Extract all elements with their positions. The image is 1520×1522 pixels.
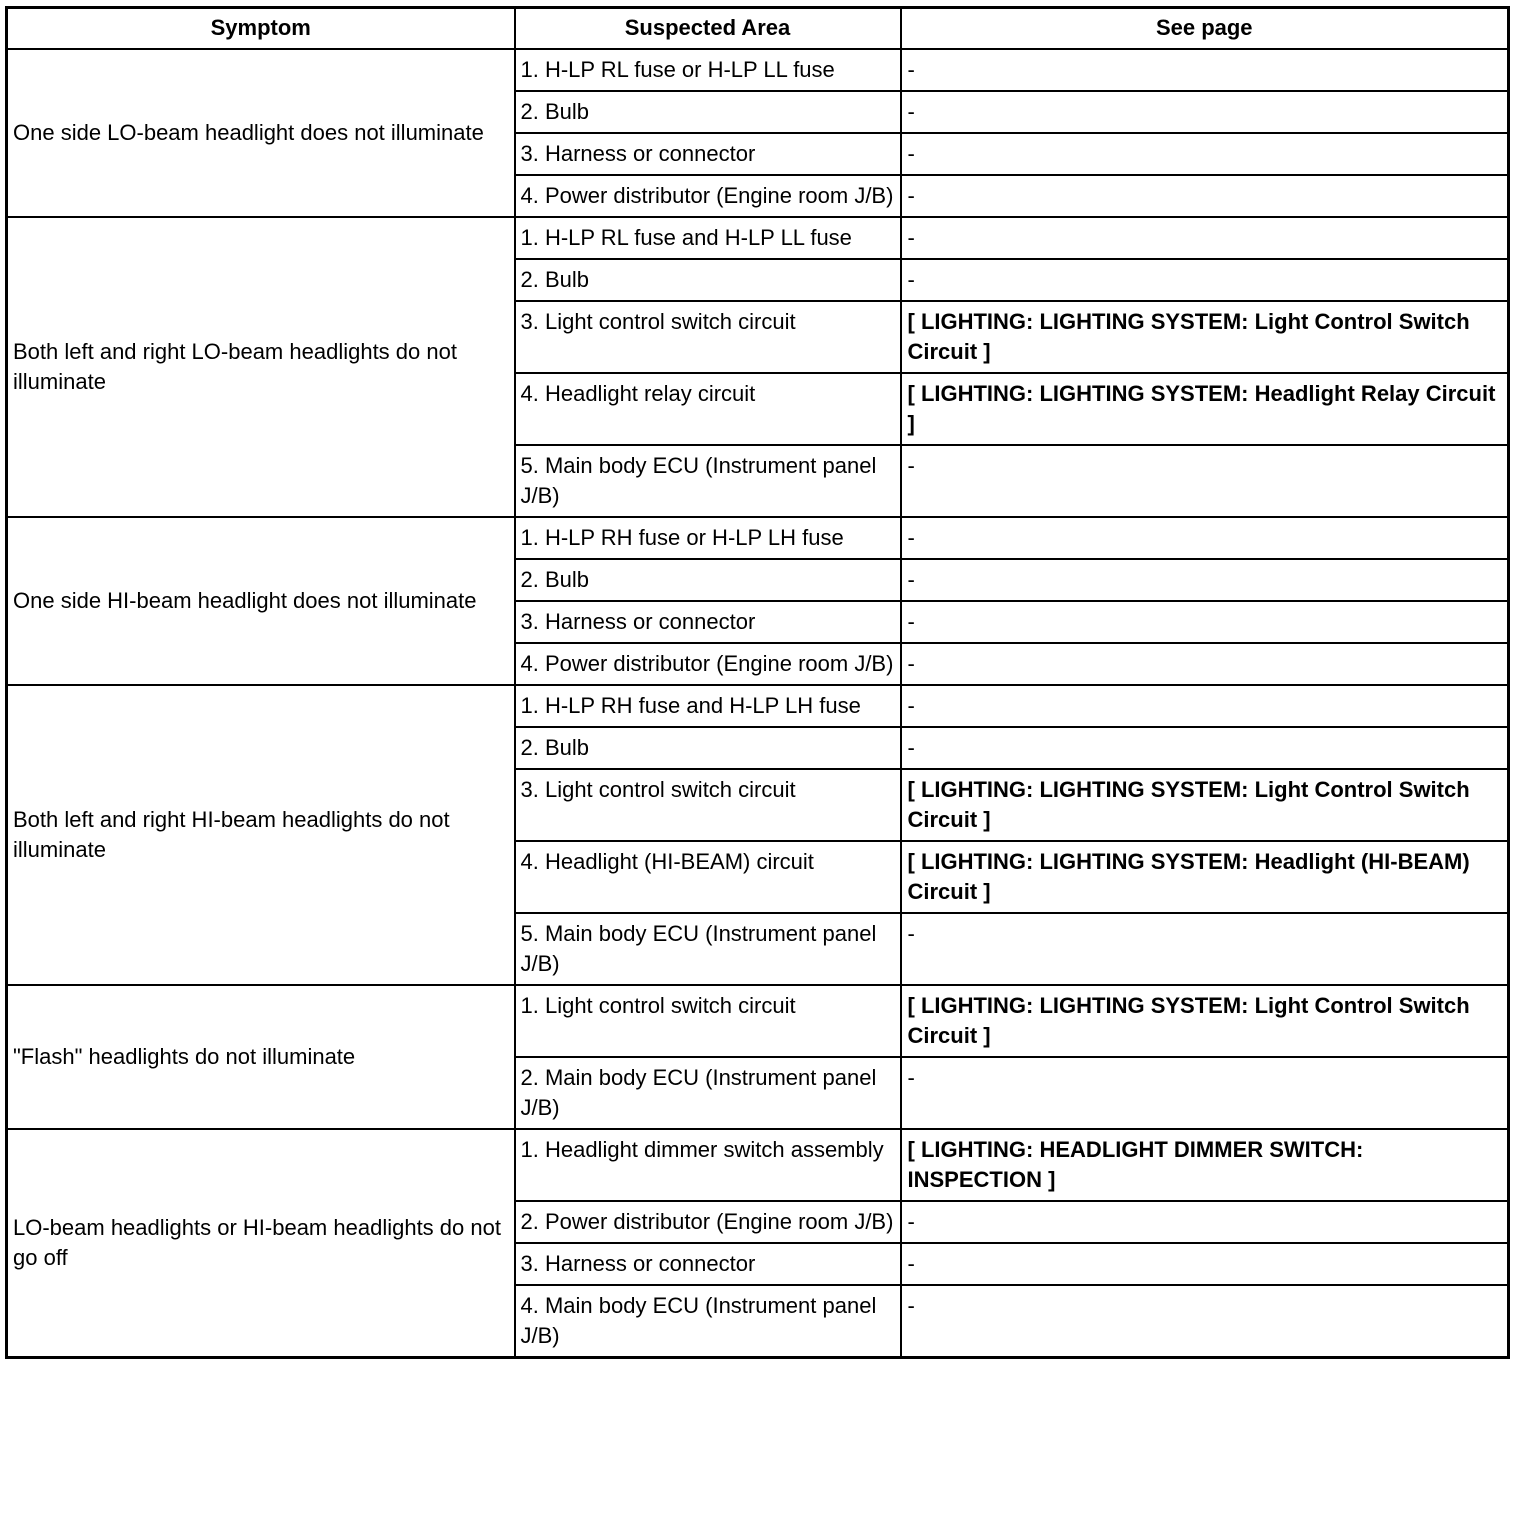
table-row [7,685,1509,727]
see-page-cell: - [901,91,1509,133]
symptom-cell: Both left and right LO-beam headlights do not illuminate [7,217,515,517]
suspected-area-cell: 2. Power distributor (Engine room J/B) [515,1201,901,1243]
suspected-area-cell: 3. Harness or connector [515,133,901,175]
header-suspected-area: Suspected Area [515,8,901,50]
see-page-link[interactable]: [ LIGHTING: LIGHTING SYSTEM: Light Control Switch Circuit ] [901,985,1509,1057]
troubleshooting-table [5,6,1510,1359]
table-row [7,1129,1509,1201]
symptom-cell: LO-beam headlights or HI-beam headlights do not go off [7,1129,515,1358]
suspected-area-cell: 2. Bulb [515,727,901,769]
see-page-link[interactable]: [ LIGHTING: LIGHTING SYSTEM: Headlight Relay Circuit ] [901,373,1509,445]
see-page-cell: - [901,727,1509,769]
suspected-area-cell: 3. Light control switch circuit [515,301,901,373]
symptom-cell: One side LO-beam headlight does not illuminate [7,49,515,217]
header-row [7,8,1509,50]
suspected-area-cell: 4. Power distributor (Engine room J/B) [515,175,901,217]
table-row [7,217,1509,259]
see-page-cell: - [901,913,1509,985]
table-body [7,49,1509,1358]
symptom-cell: Both left and right HI-beam headlights do not illuminate [7,685,515,985]
suspected-area-cell: 4. Main body ECU (Instrument panel J/B) [515,1285,901,1358]
suspected-area-cell: 3. Harness or connector [515,601,901,643]
see-page-cell: - [901,643,1509,685]
see-page-cell: - [901,1285,1509,1358]
suspected-area-cell: 3. Light control switch circuit [515,769,901,841]
see-page-cell: - [901,685,1509,727]
see-page-cell: - [901,601,1509,643]
see-page-cell: - [901,559,1509,601]
suspected-area-cell: 2. Bulb [515,259,901,301]
suspected-area-cell: 1. H-LP RH fuse and H-LP LH fuse [515,685,901,727]
see-page-cell: - [901,445,1509,517]
see-page-cell: - [901,217,1509,259]
see-page-link[interactable]: [ LIGHTING: HEADLIGHT DIMMER SWITCH: INSPECTION ] [901,1129,1509,1201]
table-row [7,985,1509,1057]
header-see-page: See page [901,8,1509,50]
symptom-cell: One side HI-beam headlight does not illuminate [7,517,515,685]
suspected-area-cell: 4. Power distributor (Engine room J/B) [515,643,901,685]
table-row [7,517,1509,559]
table-header [7,8,1509,50]
see-page-cell: - [901,259,1509,301]
suspected-area-cell: 1. Headlight dimmer switch assembly [515,1129,901,1201]
suspected-area-cell: 5. Main body ECU (Instrument panel J/B) [515,913,901,985]
suspected-area-cell: 2. Bulb [515,91,901,133]
see-page-link[interactable]: [ LIGHTING: LIGHTING SYSTEM: Headlight (HI-BEAM) Circuit ] [901,841,1509,913]
see-page-cell: - [901,175,1509,217]
suspected-area-cell: 2. Main body ECU (Instrument panel J/B) [515,1057,901,1129]
suspected-area-cell: 4. Headlight (HI-BEAM) circuit [515,841,901,913]
suspected-area-cell: 4. Headlight relay circuit [515,373,901,445]
see-page-cell: - [901,133,1509,175]
suspected-area-cell: 3. Harness or connector [515,1243,901,1285]
suspected-area-cell: 5. Main body ECU (Instrument panel J/B) [515,445,901,517]
see-page-cell: - [901,517,1509,559]
see-page-cell: - [901,1057,1509,1129]
see-page-link[interactable]: [ LIGHTING: LIGHTING SYSTEM: Light Control Switch Circuit ] [901,301,1509,373]
suspected-area-cell: 1. H-LP RH fuse or H-LP LH fuse [515,517,901,559]
see-page-cell: - [901,49,1509,91]
suspected-area-cell: 1. H-LP RL fuse or H-LP LL fuse [515,49,901,91]
see-page-cell: - [901,1243,1509,1285]
suspected-area-cell: 2. Bulb [515,559,901,601]
symptom-cell: "Flash" headlights do not illuminate [7,985,515,1129]
table-row [7,49,1509,91]
suspected-area-cell: 1. H-LP RL fuse and H-LP LL fuse [515,217,901,259]
suspected-area-cell: 1. Light control switch circuit [515,985,901,1057]
header-symptom: Symptom [7,8,515,50]
see-page-link[interactable]: [ LIGHTING: LIGHTING SYSTEM: Light Control Switch Circuit ] [901,769,1509,841]
see-page-cell: - [901,1201,1509,1243]
